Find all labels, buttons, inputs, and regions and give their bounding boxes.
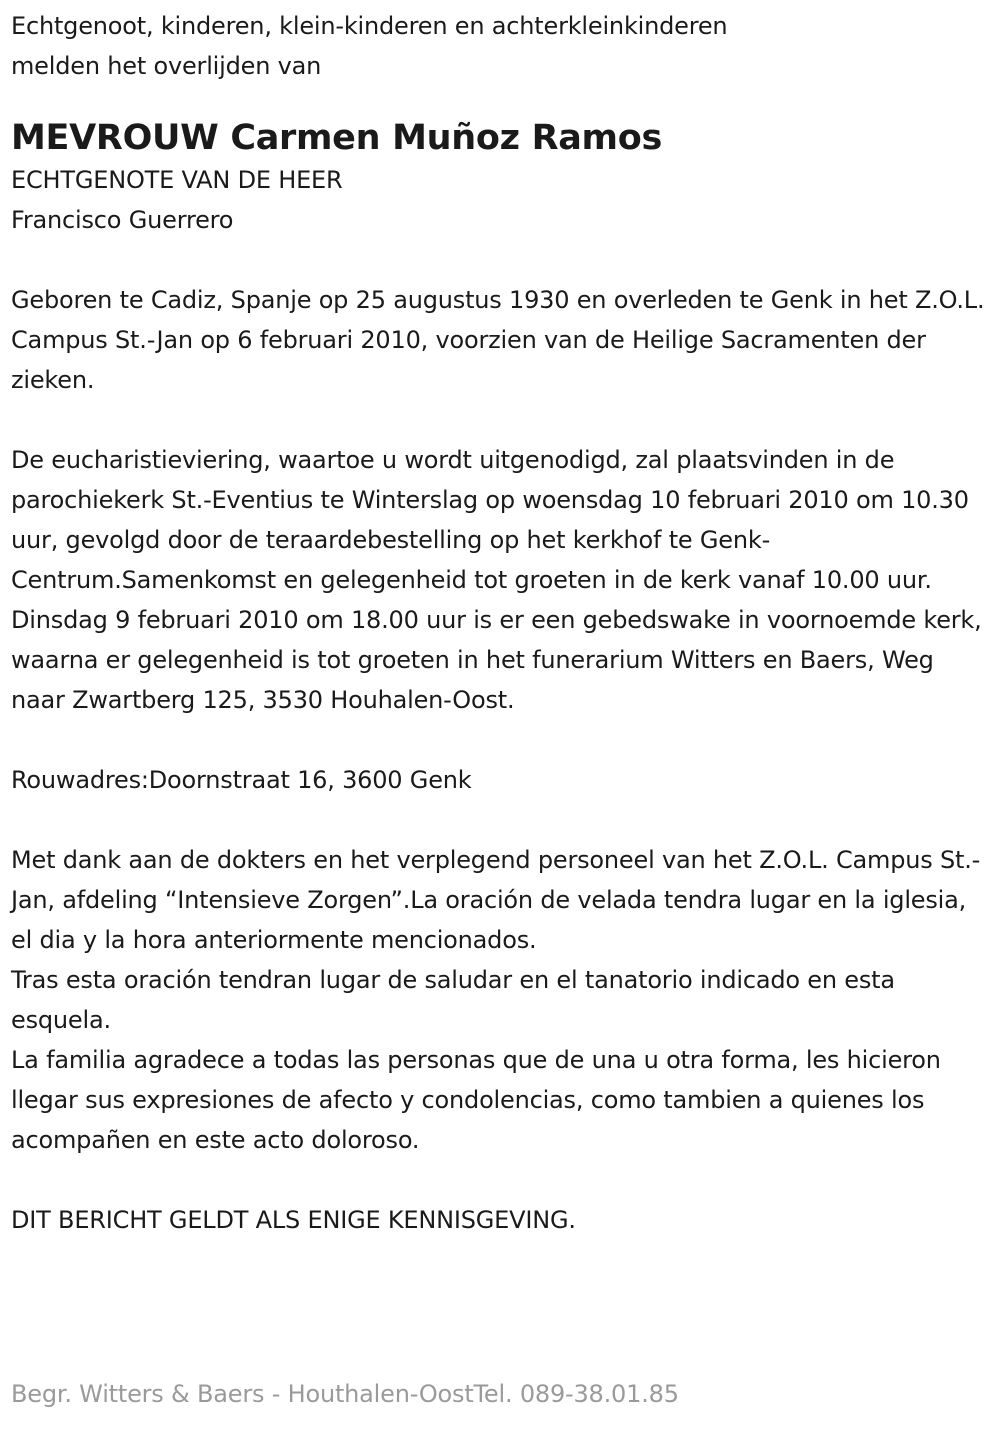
thanks-text-1: Met dank aan de dokters en het verplegend personeel van het Z.O.L. Campus St.-Jan, afdeling “Intensieve Zorgen”.La oración de velada tendra lugar en la iglesia, el dia y la hora anteriormente mencionados.: [11, 846, 981, 954]
announcement-line-1: Echtgenoot, kinderen, klein-kinderen en achterkleinkinderen: [11, 12, 728, 40]
ceremony-paragraph: [11, 440, 991, 720]
announcement: [11, 6, 991, 86]
relation-label: ECHTGENOTE VAN DE HEER: [11, 166, 343, 194]
thanks-paragraph: [11, 840, 991, 1160]
birth-death-text: Geboren te Cadiz, Spanje op 25 augustus 1930 en overleden te Genk in het Z.O.L. Campus St.-Jan op 6 februari 2010, voorzien van de Heilige Sacramenten der zieken.: [11, 286, 985, 394]
thanks-text-3: La familia agradece a todas las personas que de una u otra forma, les hicieron llegar sus expresiones de afecto y condolencias, como tambien a quienes los acompañen en este acto doloroso.: [11, 1046, 941, 1154]
closing-text: DIT BERICHT GELDT ALS ENIGE KENNISGEVING.: [11, 1206, 576, 1234]
spouse-info: [11, 160, 991, 240]
closing-paragraph: [11, 1200, 991, 1240]
birth-death-paragraph: [11, 280, 991, 400]
mourning-address: Rouwadres:Doornstraat 16, 3600 Genk: [11, 766, 472, 794]
spouse-name: Francisco Guerrero: [11, 206, 234, 234]
death-notice: [11, 6, 991, 1280]
thanks-text-2: Tras esta oración tendran lugar de saludar en el tanatorio indicado en esta esquela.: [11, 966, 895, 1034]
vigil-text: Dinsdag 9 februari 2010 om 18.00 uur is er een gebedswake in voornoemde kerk, waarna er gelegenheid is tot groeten in het funerarium Witters en Baers, Weg naar Zwartberg 125, 3530 Houhalen-Oost.: [11, 606, 982, 714]
mass-text: De eucharistieviering, waartoe u wordt uitgenodigd, zal plaatsvinden in de parochiekerk St.-Eventius te Winterslag op woensdag 10 februari 2010 om 10.30 uur, gevolgd door de teraardebestelling op het kerkhof te Genk-Centrum.Samenkomst en gelegenheid tot groeten in de kerk vanaf 10.00 uur.: [11, 446, 969, 594]
deceased-name: MEVROUW Carmen Muñoz Ramos: [11, 118, 662, 158]
announcement-line-2: melden het overlijden van: [11, 52, 322, 80]
funeral-home-footer: Begr. Witters & Baers - Houthalen-OostTel. 089-38.01.85: [11, 1380, 679, 1408]
mourning-address-paragraph: [11, 760, 991, 800]
